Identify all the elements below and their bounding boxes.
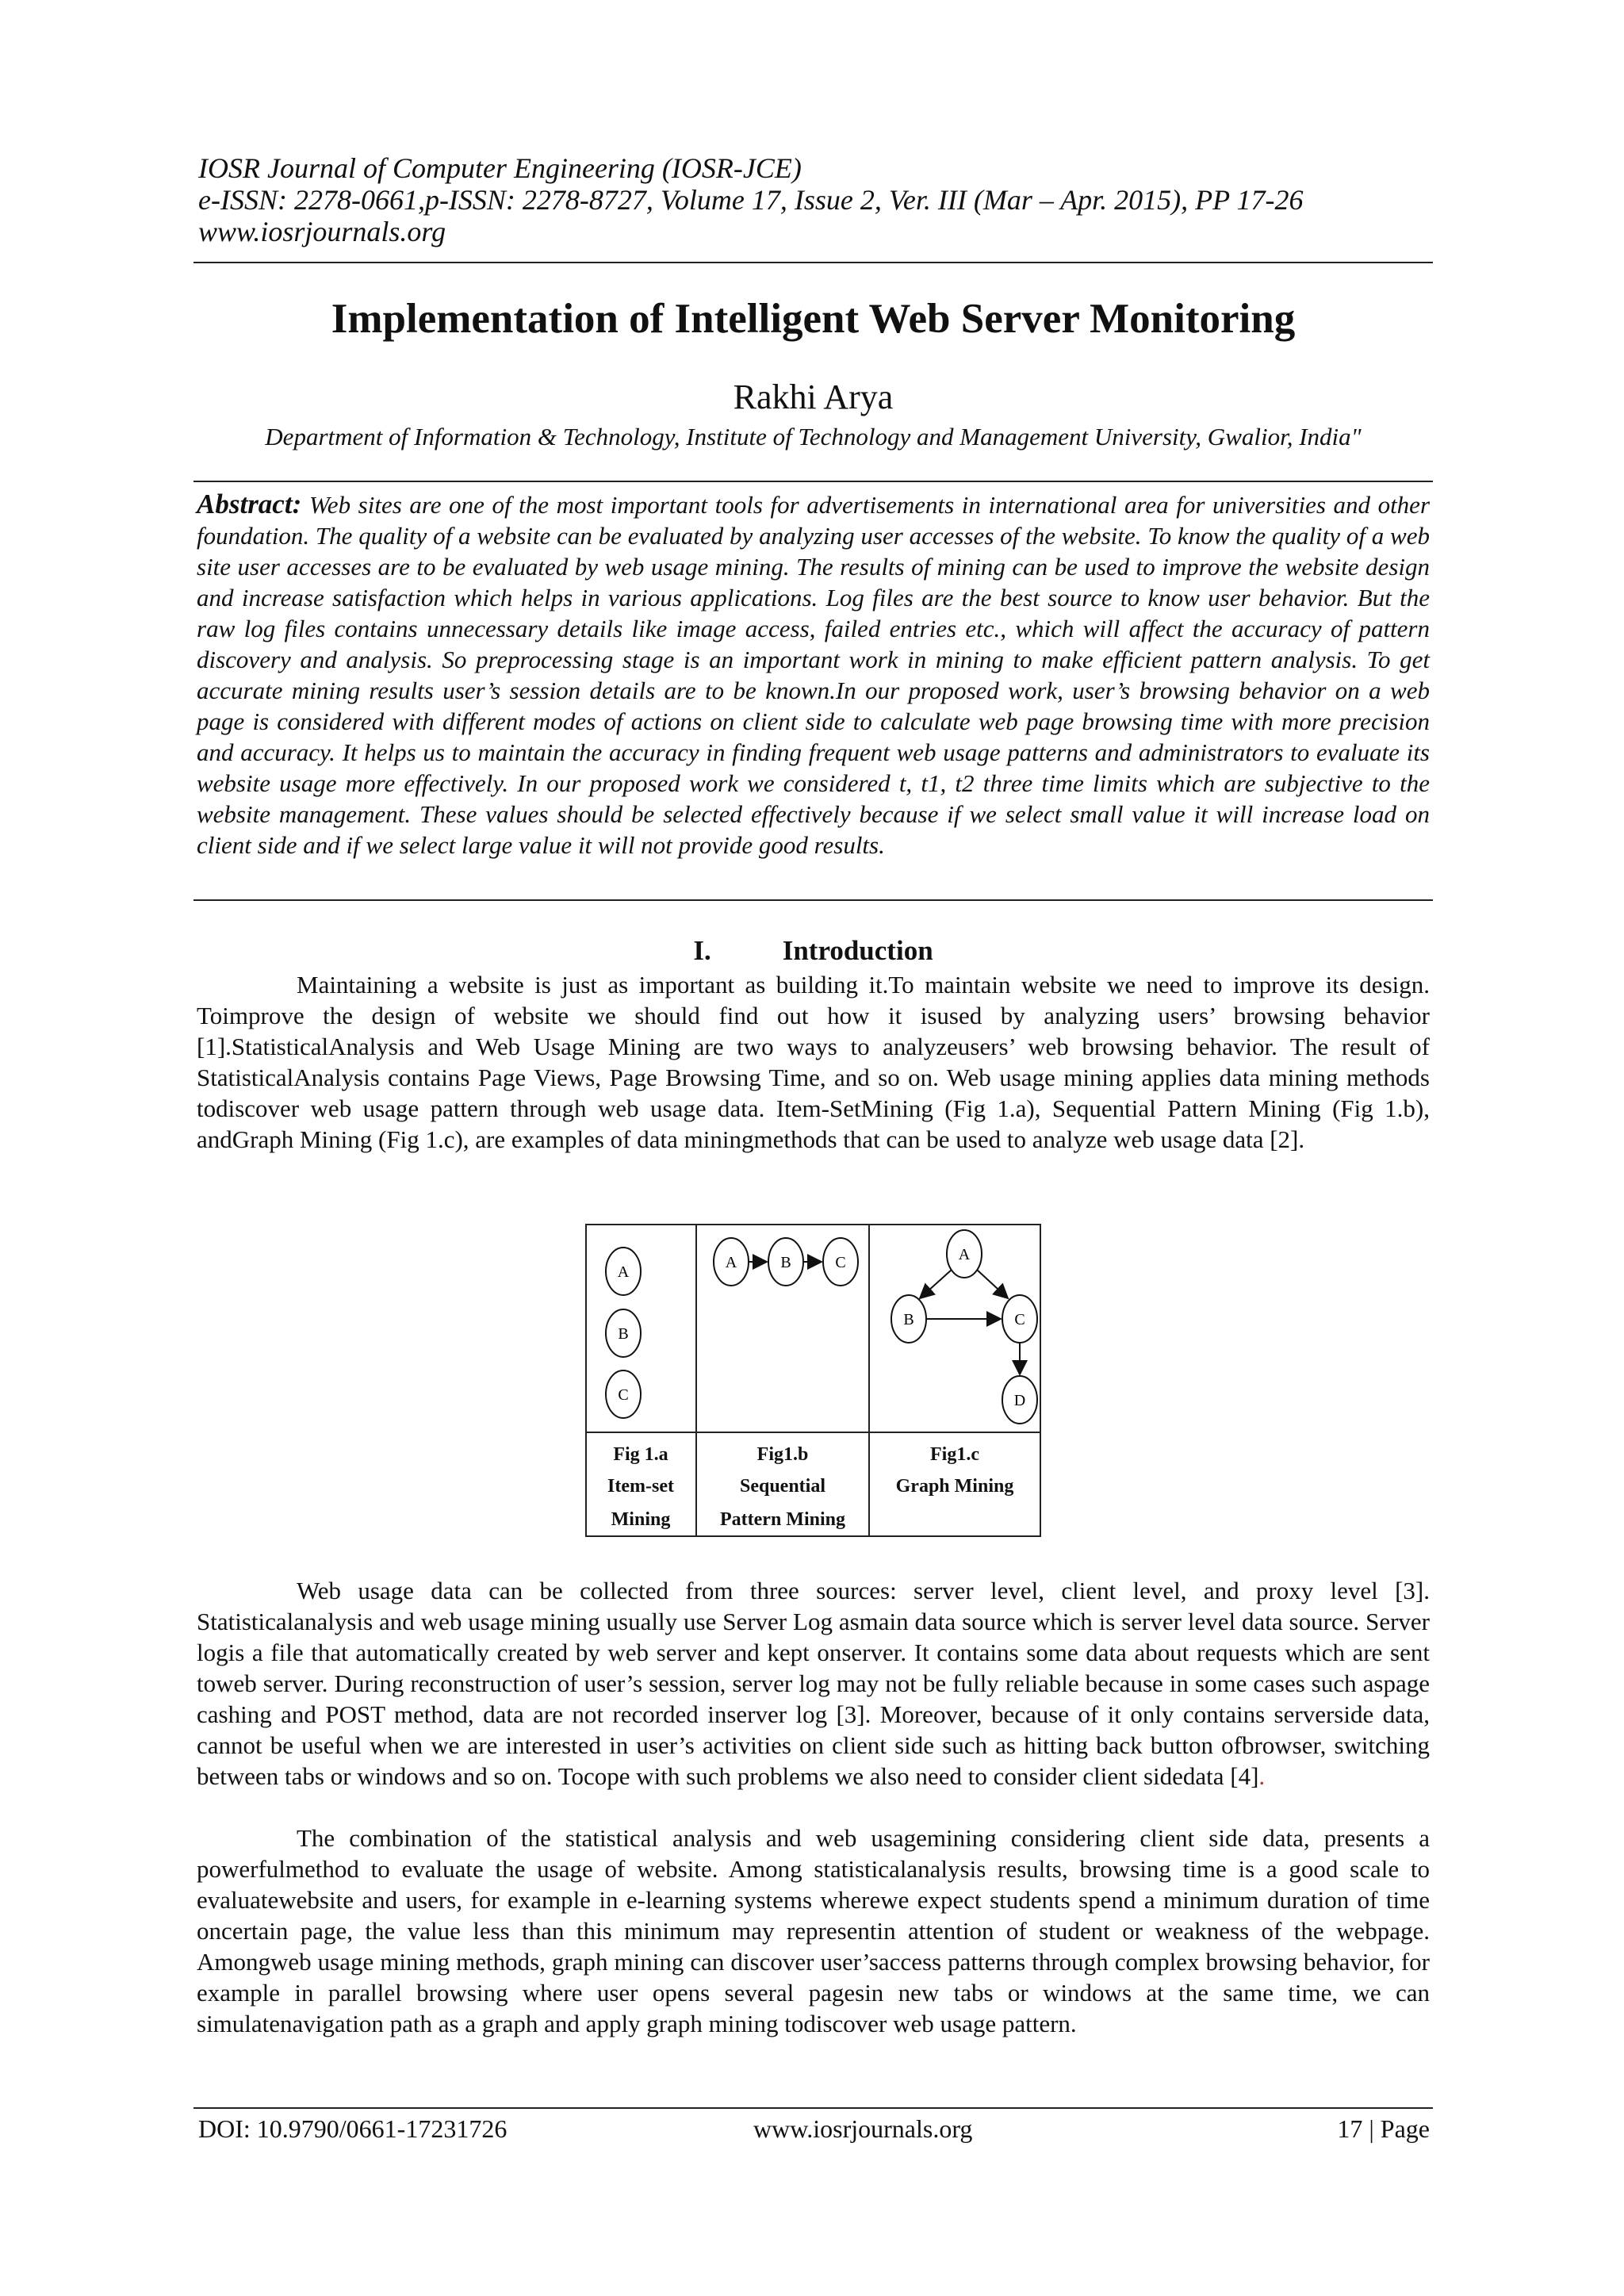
caption-fig-1b-line1: Sequential: [739, 1476, 826, 1497]
caption-fig-1a-line2: Mining: [611, 1509, 671, 1530]
svg-text:C: C: [1014, 1311, 1025, 1328]
footer-rule: [193, 2107, 1433, 2109]
author-name: Rakhi Arya: [733, 378, 894, 416]
svg-text:B: B: [618, 1325, 629, 1343]
section-number: I.: [693, 935, 711, 966]
section-heading: [193, 934, 1433, 968]
caption-fig-1a-line1: Item-set: [607, 1476, 674, 1497]
svg-text:D: D: [1013, 1392, 1026, 1409]
paragraph-text: Web usage data can be collected from three sources: server level, client level, and proxy level [3]. Statisticalanalysis and web usage mining usually use Server Log asmain data source which is server level data source. Server logis a file that automatically created by web server and kept onserver. It contains some data about requests which are sent toweb server. During reconstruction of user’s session, server log may not be fully reliable because in some cases such aspage cashing and POST method, data are not recorded inserver log [3]. Moreover, because of it only contains serverside data, cannot be useful when we are interested in user’s activities on client side such as hitting back button ofbrowser, switching between tabs or windows and so on. Tocope with such problems we also need to consider client sidedata [4].: [197, 1577, 1431, 1790]
svg-text:B: B: [903, 1311, 914, 1328]
journal-website: www.iosrjournals.org: [198, 216, 446, 247]
intro-paragraph-2: [197, 1575, 1430, 1792]
caption-fig-1c-line1: Graph Mining: [895, 1476, 1014, 1497]
paragraph-text: Maintaining a website is just as important as building it.To maintain website we need to improve its design. Toimprove the design of website we should find out how it isused by analyzing users’ browsing behavior [1].StatisticalAnalysis and Web Usage Mining are two ways to analyzeusers’ web browsing behavior. The result of StatisticalAnalysis contains Page Views, Page Browsing Time, and so on. Web usage mining applies data mining methods todiscover web usage pattern through web usage data. Item-SetMining (Fig 1.a), Sequential Pattern Mining (Fig 1.b), andGraph Mining (Fig 1.c), are examples of data miningmethods that can be used to analyze web usage data [2].: [197, 971, 1430, 1153]
intro-paragraph-1: [197, 969, 1430, 1155]
caption-fig-1b-line2: Pattern Mining: [720, 1509, 845, 1530]
footer-website: www.iosrjournals.org: [753, 2114, 973, 2143]
caption-fig-1b: Fig1.b: [756, 1444, 809, 1465]
figure-1: [585, 1224, 1041, 1537]
journal-issn: e-ISSN: 2278-0661,p-ISSN: 2278-8727, Volume 17, Issue 2, Ver. III (Mar – Apr. 2015), PP 17-26: [198, 184, 1304, 216]
abstract-label: Abstract:: [197, 489, 302, 519]
author-affiliation: Department of Information & Technology, Institute of Technology and Management University, Gwalior, India": [265, 423, 1362, 450]
svg-text:A: A: [725, 1254, 737, 1271]
header-rule: [193, 262, 1433, 263]
svg-text:C: C: [618, 1386, 629, 1404]
svg-text:A: A: [958, 1246, 971, 1263]
journal-header: [198, 152, 1433, 247]
intro-paragraph-3: [197, 1823, 1430, 2039]
abstract-bottom-rule: [193, 899, 1433, 901]
section-title: Introduction: [782, 935, 933, 966]
caption-fig-1a: Fig 1.a: [613, 1444, 668, 1465]
svg-text:A: A: [617, 1263, 630, 1281]
abstract-text: Web sites are one of the most important tools for advertisements in international area for universities and other foundation. The quality of a website can be evaluated by analyzing user accesses of the website. To know the quality of a web site user accesses are to be evaluated by web usage mining. The results of mining can be used to improve the website design and increase satisfaction which helps in various applications. Log files are the best source to know user behavior. But the raw log files contains unnecessary details like image access, failed entries etc., which will affect the accuracy of pattern discovery and analysis. So preprocessing stage is an important work in mining to make efficient pattern analysis. To get accurate mining results user’s session details are to be known.In our proposed work, user’s browsing behavior on a web page is considered with different modes of actions on client side to calculate web page browsing time with more precision and accuracy. It helps us to maintain the accuracy in finding frequent web usage patterns and administrators to evaluate its website usage more effectively. In our proposed work we considered t, t1, t2 three time limits which are subjective to the website management. These values should be selected effectively because if we select small value it will increase load on client side and if we select large value it will not provide good results.: [197, 491, 1431, 859]
journal-name: IOSR Journal of Computer Engineering (IOSR-JCE): [198, 152, 802, 184]
abstract-top-rule: [193, 481, 1433, 482]
footer-page-number: 17 | Page: [1337, 2114, 1430, 2143]
caption-fig-1c: Fig1.c: [930, 1444, 979, 1465]
svg-text:B: B: [780, 1254, 791, 1271]
abstract: [197, 489, 1430, 861]
paragraph-text: The combination of the statistical analysis and web usagemining considering client side data, presents a powerfulmethod to evaluate the usage of website. Among statisticalanalysis results, browsing time is a good scale to evaluatewebsite and users, for example in e-learning systems wherewe expect students spend a minimum duration of time oncertain page, the value less than this minimum may representin attention of student or weakness of the webpage. Amongweb usage mining methods, graph mining can discover user’saccess patterns through complex browsing behavior, for example in parallel browsing where user opens several pagesin new tabs or windows at the same time, we can simulatenavigation path as a graph and apply graph mining todiscover web usage pattern.: [197, 1824, 1430, 2037]
svg-text:C: C: [835, 1254, 846, 1271]
paper-title: Implementation of Intelligent Web Server Monitoring: [331, 296, 1296, 342]
footer-doi: DOI: 10.9790/0661-17231726: [198, 2114, 508, 2143]
